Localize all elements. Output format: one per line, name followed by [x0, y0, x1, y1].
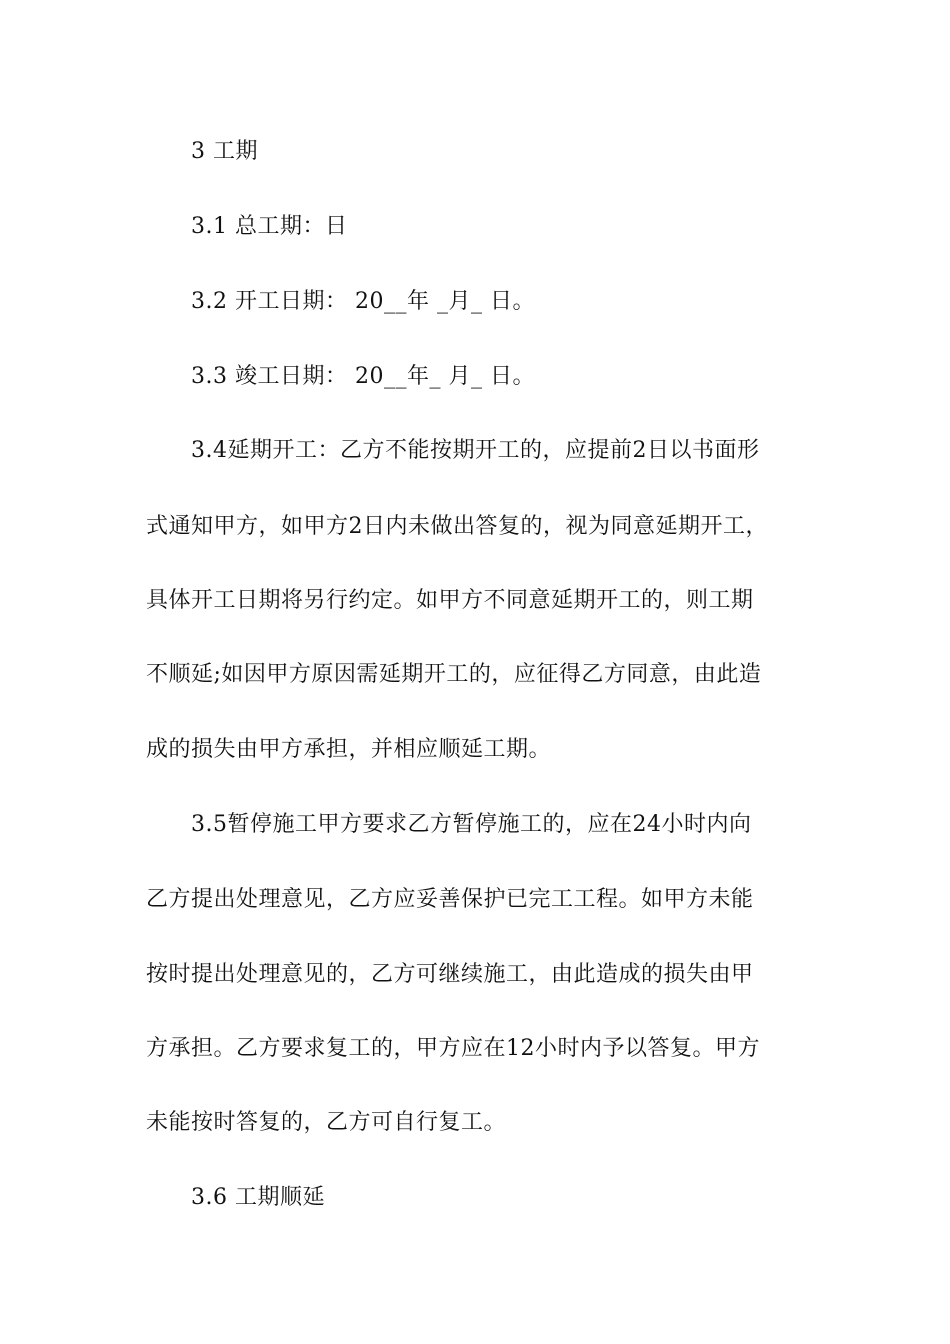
paragraph-line: 式通知甲方，如甲方2日内未做出答复的，视为同意延期开工，	[146, 514, 768, 539]
paragraph-line: 乙方提出处理意见，乙方应妥善保护已完工工程。如甲方未能	[146, 887, 754, 912]
section-heading: 3 工期	[191, 139, 258, 164]
clause-3-3: 3.3 竣工日期： 20__年_ 月_ 日。	[191, 364, 535, 389]
paragraph-line: 不顺延;如因甲方原因需延期开工的，应征得乙方同意，由此造	[146, 662, 762, 687]
paragraph-line: 方承担。乙方要求复工的，甲方应在12小时内予以答复。甲方	[146, 1036, 760, 1061]
paragraph-line: 3.4延期开工：乙方不能按期开工的，应提前2日以书面形	[191, 438, 760, 463]
paragraph-line: 3.5暂停施工甲方要求乙方暂停施工的，应在24小时内向	[191, 812, 752, 837]
clause-3-1: 3.1 总工期：日	[191, 214, 348, 239]
paragraph-line: 按时提出处理意见的，乙方可继续施工，由此造成的损失由甲	[146, 962, 754, 987]
paragraph-line: 未能按时答复的，乙方可自行复工。	[146, 1110, 507, 1135]
clause-3-6: 3.6 工期顺延	[191, 1185, 325, 1210]
paragraph-line: 具体开工日期将另行约定。如甲方不同意延期开工的，则工期	[146, 588, 754, 613]
paragraph-line: 成的损失由甲方承担，并相应顺延工期。	[146, 737, 552, 762]
clause-3-2: 3.2 开工日期： 20__年 _月_ 日。	[191, 289, 535, 314]
